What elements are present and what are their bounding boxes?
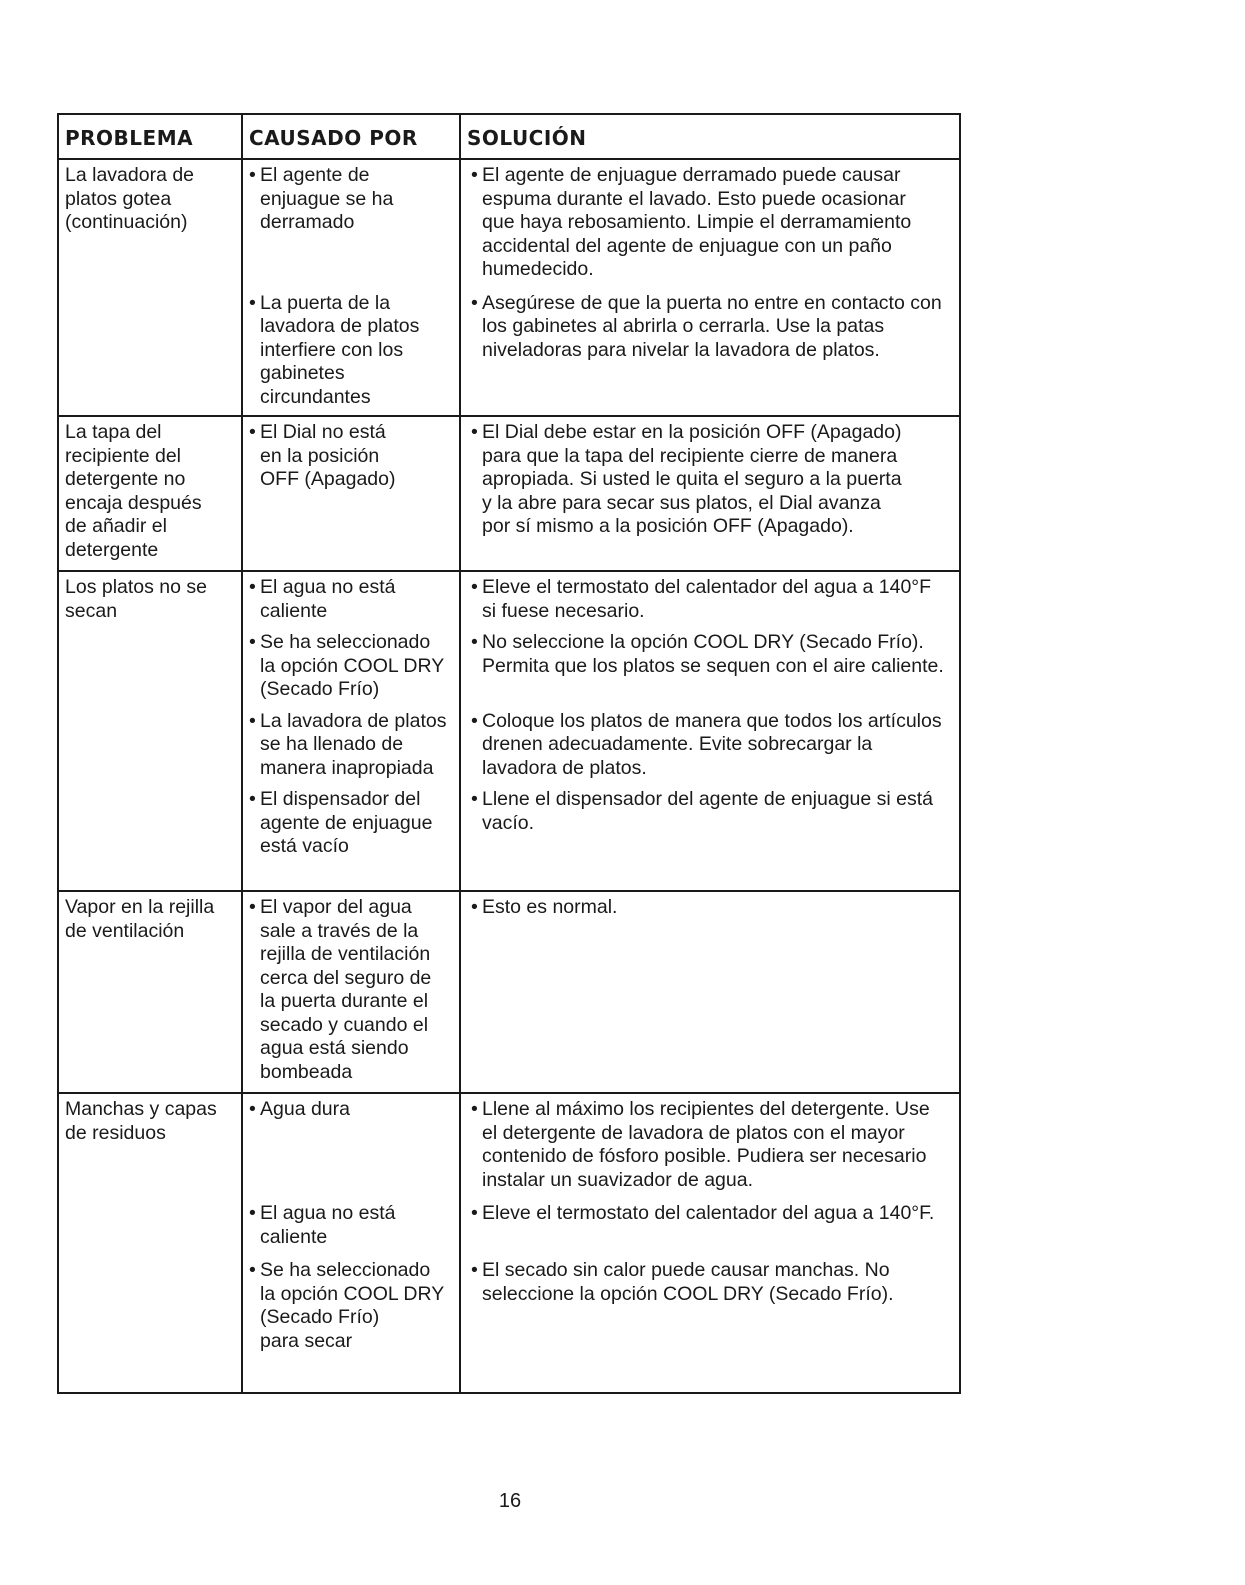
cause-cell xyxy=(242,891,460,1093)
cause-entry xyxy=(243,896,457,1084)
bullet-icon: • xyxy=(249,709,256,732)
cause-entry xyxy=(243,710,457,781)
solution-entry xyxy=(465,1202,957,1226)
cause-text: Se ha seleccionado la opción COOL DRY (Secado Frío) xyxy=(260,631,445,700)
problem-text: La tapa del recipiente del detergente no encaja después de añadir el detergente xyxy=(65,421,202,561)
table-header-row xyxy=(58,114,960,159)
table-body xyxy=(58,159,960,1393)
page-number: 16 xyxy=(498,1490,522,1512)
table-row xyxy=(58,891,960,1093)
solution-cell xyxy=(460,159,960,416)
solution-text: Asegúrese de que la puerta no entre en contacto con los gabinetes al abrirla o cerrarla. Use la patas niveladoras para nivelar la lavadora de platos. xyxy=(482,291,942,361)
troubleshooting-table xyxy=(57,113,961,1394)
solution-text: Esto es normal. xyxy=(482,896,618,918)
problem-cell xyxy=(58,571,242,891)
problem-cell xyxy=(58,159,242,416)
cause-entry xyxy=(243,576,457,623)
header-problem: PROBLEMA xyxy=(58,114,242,159)
bullet-icon: • xyxy=(471,896,478,918)
bullet-icon: • xyxy=(249,164,256,186)
cause-text: Se ha seleccionado la opción COOL DRY (Secado Frío) para secar xyxy=(260,1259,445,1352)
table-row xyxy=(58,159,960,416)
bullet-icon: • xyxy=(471,291,478,314)
bullet-icon: • xyxy=(249,896,256,918)
solution-text: Llene al máximo los recipientes del detergente. Use el detergente de lavadora de platos con el mayor contenido de fósforo posible. Pudiera ser necesario instalar un suavizador de agua. xyxy=(482,1098,930,1191)
cause-text: La lavadora de platos se ha llenado de manera inapropiada xyxy=(260,709,447,779)
solution-entry xyxy=(465,576,957,623)
solution-cell xyxy=(460,1093,960,1393)
bullet-icon: • xyxy=(249,788,256,810)
cause-text: Agua dura xyxy=(260,1098,350,1120)
header-solution: SOLUCIÓN xyxy=(460,114,960,159)
bullet-icon: • xyxy=(471,1202,478,1224)
solution-entry xyxy=(465,896,957,920)
bullet-icon: • xyxy=(471,576,478,598)
solution-entry xyxy=(465,710,957,781)
bullet-icon: • xyxy=(249,576,256,598)
cause-entry xyxy=(243,1098,457,1122)
solution-text: El Dial debe estar en la posición OFF (Apagado) para que la tapa del recipiente cierre de manera apropiada. Si usted le quita el seguro a la puerta y la abre para secar sus platos, el Dial avanza por sí mismo a la posición OFF (Apagado). xyxy=(482,421,902,537)
cause-text: El agente de enjuague se ha derramado xyxy=(260,164,394,233)
solution-cell xyxy=(460,891,960,1093)
bullet-icon: • xyxy=(471,631,478,653)
solution-text: El secado sin calor puede causar manchas. No seleccione la opción COOL DRY (Secado Frío). xyxy=(482,1259,894,1305)
problem-cell xyxy=(58,891,242,1093)
cause-cell xyxy=(242,159,460,416)
problem-cell xyxy=(58,416,242,571)
cause-entry xyxy=(243,421,457,492)
solution-text: Eleve el termostato del calentador del agua a 140°F si fuese necesario. xyxy=(482,576,931,622)
bullet-icon: • xyxy=(249,1098,256,1120)
cause-entry xyxy=(243,631,457,702)
header-cause: CAUSADO POR xyxy=(242,114,460,159)
solution-text: Coloque los platos de manera que todos los artículos drenen adecuadamente. Evite sobrecargar la lavadora de platos. xyxy=(482,709,942,779)
cause-text: La puerta de la lavadora de platos interfiere con los gabinetes circundantes xyxy=(260,291,420,408)
cause-cell xyxy=(242,416,460,571)
bullet-icon: • xyxy=(249,1259,256,1281)
solution-entry xyxy=(465,1259,957,1306)
solution-text: No seleccione la opción COOL DRY (Secado Frío). Permita que los platos se sequen con el aire caliente. xyxy=(482,631,944,677)
solution-entry xyxy=(465,1098,957,1192)
solution-entry xyxy=(465,292,957,363)
problem-text: Los platos no se secan xyxy=(65,576,208,622)
bullet-icon: • xyxy=(249,421,256,443)
solution-text: Llene el dispensador del agente de enjuague si está vacío. xyxy=(482,788,934,834)
table-row xyxy=(58,571,960,891)
cause-entry xyxy=(243,292,457,410)
solution-text: Eleve el termostato del calentador del agua a 140°F. xyxy=(482,1202,935,1224)
bullet-icon: • xyxy=(471,788,478,810)
problem-text: Vapor en la rejilla de ventilación xyxy=(65,896,215,942)
bullet-icon: • xyxy=(249,291,256,314)
bullet-icon: • xyxy=(471,421,478,443)
solution-entry xyxy=(465,421,957,539)
problem-text: Manchas y capas de residuos xyxy=(65,1098,217,1144)
cause-text: El agua no está caliente xyxy=(260,576,396,622)
solution-entry xyxy=(465,788,957,835)
cause-entry xyxy=(243,788,457,859)
problem-cell xyxy=(58,1093,242,1393)
cause-text: El dispensador del agente de enjuague está vacío xyxy=(260,788,433,857)
solution-cell xyxy=(460,571,960,891)
solution-cell xyxy=(460,416,960,571)
bullet-icon: • xyxy=(471,1098,478,1120)
cause-cell xyxy=(242,571,460,891)
cause-text: El agua no está caliente xyxy=(260,1202,396,1248)
solution-entry xyxy=(465,164,957,282)
problem-text: La lavadora de platos gotea (continuación) xyxy=(65,164,195,233)
solution-entry xyxy=(465,631,957,678)
bullet-icon: • xyxy=(471,164,478,186)
cause-text: El vapor del agua sale a través de la rejilla de ventilación cerca del seguro de la puerta durante el secado y cuando el agua está siendo bombeada xyxy=(260,896,432,1083)
solution-text: El agente de enjuague derramado puede causar espuma durante el lavado. Esto puede ocasionar que haya rebosamiento. Limpie el derramamiento accidental del agente de enjuague con un paño humedecido. xyxy=(482,164,912,280)
cause-entry xyxy=(243,1259,457,1353)
bullet-icon: • xyxy=(471,1259,478,1281)
table-row xyxy=(58,1093,960,1393)
bullet-icon: • xyxy=(471,709,478,732)
bullet-icon: • xyxy=(249,631,256,653)
cause-cell xyxy=(242,1093,460,1393)
bullet-icon: • xyxy=(249,1202,256,1224)
cause-entry xyxy=(243,1202,457,1249)
cause-entry xyxy=(243,164,457,235)
cause-text: El Dial no está en la posición OFF (Apagado) xyxy=(260,421,396,490)
table-row xyxy=(58,416,960,571)
